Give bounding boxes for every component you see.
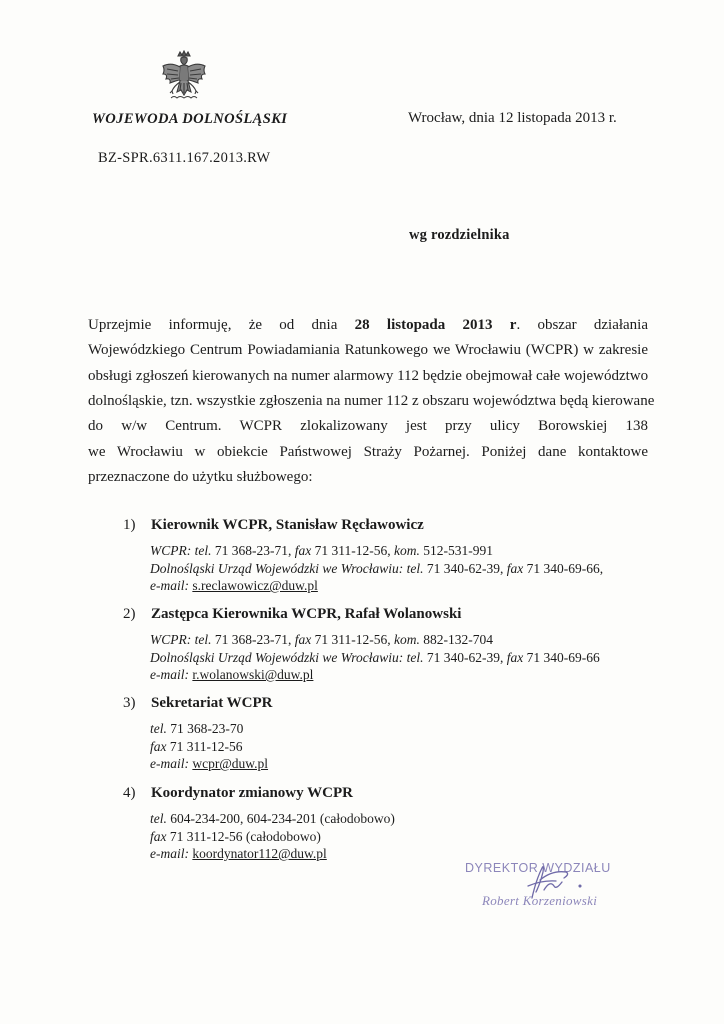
contact-text-run: fax bbox=[150, 738, 167, 754]
contact-text-run: e-mail: bbox=[150, 846, 189, 861]
body-line bbox=[88, 317, 648, 334]
contact-detail-line bbox=[150, 542, 603, 560]
contact-number: 1) bbox=[123, 517, 136, 533]
contact-detail-line bbox=[150, 666, 600, 684]
contact-text-run: 71 340-69-66 bbox=[523, 649, 600, 665]
contact-text-run: Dolnośląski Urząd Wojewódzki we Wrocławiu: tel. bbox=[150, 649, 424, 665]
contact-text-run: 71 340-62-39, bbox=[423, 560, 507, 576]
contact-heading bbox=[123, 606, 461, 623]
contact-detail-line bbox=[150, 845, 395, 863]
contact-detail-line bbox=[150, 631, 600, 649]
contact-detail-line bbox=[150, 810, 395, 828]
place-and-date: Wrocław, dnia 12 listopada 2013 r. bbox=[408, 110, 617, 126]
white-eagle-emblem-icon bbox=[159, 50, 209, 106]
contact-text-run: 71 340-62-39, bbox=[423, 649, 507, 665]
contact-text-run: WCPR: tel. bbox=[150, 632, 212, 647]
contact-detail-line bbox=[150, 560, 603, 578]
stamp-title: DYREKTOR WYDZIAŁU bbox=[465, 861, 611, 875]
body-text-run: dolnośląskie, tzn. wszystkie zgłoszenia na numer 112 z obszaru województwa będą kierowane bbox=[88, 392, 655, 409]
contact-detail-line bbox=[150, 738, 268, 756]
body-line bbox=[88, 392, 655, 410]
body-line bbox=[88, 469, 648, 486]
contact-heading bbox=[123, 695, 273, 712]
issuer-name: WOJEWODA DOLNOŚLĄSKI bbox=[92, 111, 288, 127]
body-text-run: Uprzejmie informuję, że od dnia bbox=[88, 317, 355, 333]
contact-text-run: fax bbox=[506, 560, 524, 576]
body-text-run: Wojewódzkiego Centrum Powiadamiania Ratunkowego we Wrocławiu (WCPR) w zakresie bbox=[88, 342, 648, 359]
contact-text-run: e-mail: bbox=[150, 756, 189, 771]
contact-title: Sekretariat WCPR bbox=[151, 695, 273, 711]
contact-detail-line bbox=[150, 828, 395, 846]
contact-text-run: 512-531-991 bbox=[419, 543, 493, 558]
contact-text-run: tel. bbox=[150, 721, 167, 736]
contact-number: 3) bbox=[123, 695, 136, 711]
contact-detail-line bbox=[150, 755, 268, 773]
contact-text-run: Dolnośląski Urząd Wojewódzki we Wrocławiu: tel. bbox=[150, 560, 424, 576]
body-line bbox=[88, 444, 648, 461]
contact-text-run: 71 368-23-71, bbox=[211, 632, 295, 647]
body-text-run: . obszar działania bbox=[516, 317, 649, 333]
contact-text-run: 71 311-12-56, bbox=[311, 632, 394, 647]
contact-text-run: fax bbox=[294, 543, 312, 558]
contact-text-run: kom. bbox=[393, 543, 420, 558]
email-link[interactable]: koordynator112@duw.pl bbox=[192, 846, 327, 861]
contact-details bbox=[150, 631, 600, 684]
contact-title: Zastępca Kierownika WCPR, Rafał Wolanowski bbox=[151, 606, 462, 622]
contact-text-run: 604-234-200, 604-234-201 (całodobowo) bbox=[166, 811, 395, 826]
contact-text-run: 71 368-23-70 bbox=[166, 721, 244, 736]
contact-text-run: e-mail: bbox=[150, 578, 189, 593]
body-text-run: 28 listopada 2013 r bbox=[354, 317, 517, 333]
contact-title: Koordynator zmianowy WCPR bbox=[151, 785, 353, 801]
stamp-signatory-name: Robert Korzeniowski bbox=[482, 893, 598, 908]
contact-number: 2) bbox=[123, 606, 136, 622]
body-text-run: do w/w Centrum. WCPR zlokalizowany jest przy ulicy Borowskiej 138 bbox=[88, 418, 648, 435]
contact-text-run: 71 368-23-71, bbox=[211, 543, 295, 558]
contact-text-run: 71 311-12-56 bbox=[166, 738, 243, 754]
contact-detail-line bbox=[150, 649, 600, 667]
contact-text-run: tel. bbox=[150, 811, 167, 826]
contact-text-run: fax bbox=[294, 632, 312, 647]
body-text-run: obsługi zgłoszeń kierowanych na numer alarmowy 112 będzie obejmował całe województwo bbox=[88, 367, 649, 384]
contact-details bbox=[150, 542, 603, 595]
email-link[interactable]: s.reclawowicz@duw.pl bbox=[192, 578, 318, 593]
contact-text-run: e-mail: bbox=[150, 667, 189, 682]
body-line bbox=[88, 418, 648, 435]
contact-detail-line bbox=[150, 577, 603, 595]
body-text-run: przeznaczone do użytku służbowego: bbox=[88, 468, 313, 485]
contact-text-run: 882-132-704 bbox=[419, 632, 493, 647]
contact-text-run: WCPR: tel. bbox=[150, 543, 212, 558]
contact-text-run: fax bbox=[150, 828, 167, 844]
recipient-line: wg rozdzielnika bbox=[409, 227, 510, 243]
email-link[interactable]: r.wolanowski@duw.pl bbox=[192, 667, 314, 682]
contact-number: 4) bbox=[123, 785, 136, 801]
contact-heading bbox=[123, 517, 424, 534]
contact-detail-line bbox=[150, 720, 268, 738]
contact-details bbox=[150, 810, 395, 863]
contact-text-run: kom. bbox=[393, 632, 420, 647]
contact-text-run: 71 340-69-66, bbox=[523, 560, 604, 576]
contact-title: Kierownik WCPR, Stanisław Ręcławowicz bbox=[151, 517, 424, 533]
contact-text-run: fax bbox=[506, 649, 524, 665]
reference-number: BZ-SPR.6311.167.2013.RW bbox=[98, 150, 271, 166]
contact-details bbox=[150, 720, 268, 773]
contact-text-run: 71 311-12-56, bbox=[311, 543, 394, 558]
body-line bbox=[88, 342, 648, 359]
body-text-run: we Wrocławiu w obiekcie Państwowej Straży Pożarnej. Poniżej dane kontaktowe bbox=[88, 443, 648, 460]
email-link[interactable]: wcpr@duw.pl bbox=[192, 756, 269, 771]
contact-heading bbox=[123, 785, 353, 802]
contact-text-run: 71 311-12-56 (całodobowo) bbox=[166, 828, 321, 844]
body-line bbox=[88, 368, 648, 385]
